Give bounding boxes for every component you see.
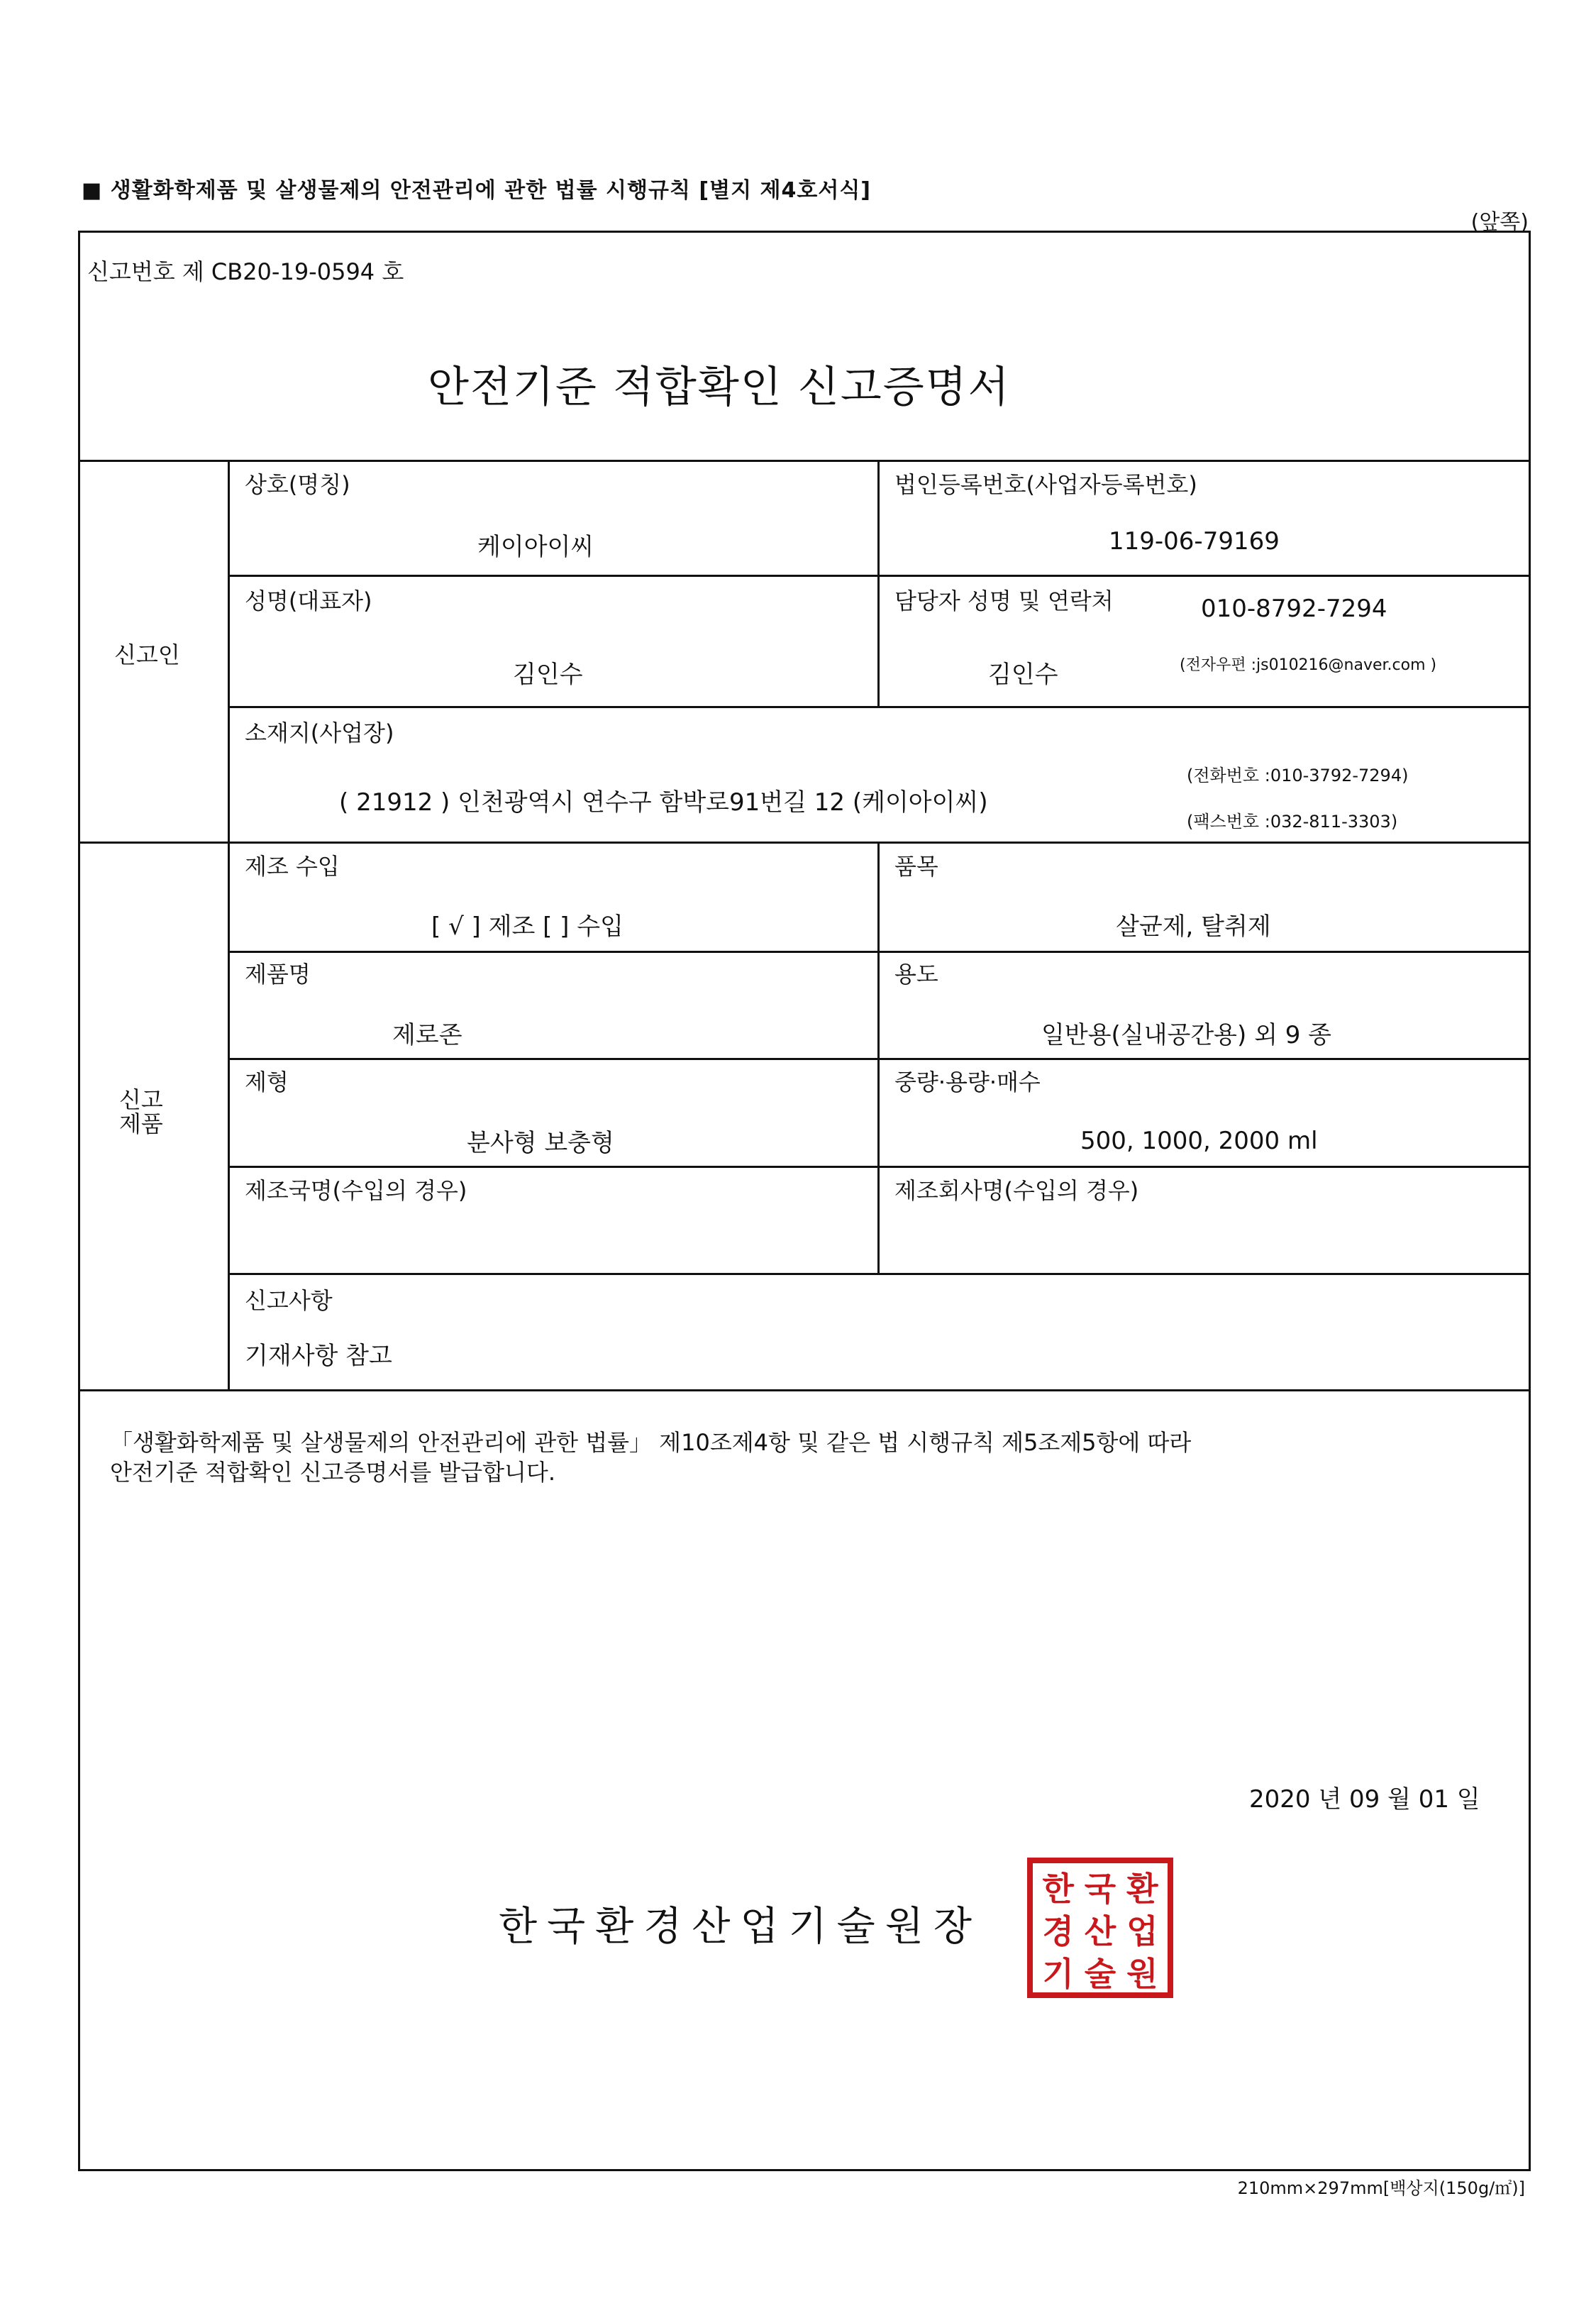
product-section-label: 신고 제품 [119,1086,163,1137]
contact-email: (전자우편 :js010216@naver.com ) [1180,656,1437,674]
form-type-value: 분사형 보충형 [467,1129,614,1157]
company-value: 케이아이씨 [477,533,594,561]
address-value: ( 21912 ) 인천광역시 연수구 함박로91번길 12 (케이아이씨) [339,788,988,817]
statement-line-1: 「생활화학제품 및 살생물제의 안전관리에 관한 법률」 제10조제4항 및 같은 법 시행규칙 제5조제5항에 따라 [110,1429,1192,1456]
statement-line-2: 안전기준 적합확인 신고증명서를 발급합니다. [110,1459,556,1486]
divider-section-col [228,460,230,1389]
declarant-section-label: 신고인 [114,641,180,668]
divider-row7 [228,1273,1529,1275]
fax-note: (팩스번호 :032-811-3303) [1187,812,1398,832]
mfg-import-label: 제조 수입 [245,853,340,880]
divider-mid-col-lower [877,842,880,1273]
document-title: 안전기준 적합확인 신고증명서 [428,363,1011,412]
contact-name: 김인수 [988,661,1058,689]
seal-char: 환 [1126,1870,1158,1908]
address-label: 소재지(사업장) [245,719,394,746]
seal-char: 경 [1042,1912,1074,1951]
notes-value: 기재사항 참고 [245,1342,392,1370]
regulation-header: ■ 생활화학제품 및 살생물제의 안전관리에 관한 법률 시행규칙 [별지 제4호서식] [82,178,872,203]
divider-title-bottom [80,460,1529,462]
report-number: 신고번호 제 CB20-19-0594 호 [87,258,404,285]
representative-value: 김인수 [513,661,583,689]
seal-char: 술 [1084,1955,1116,1993]
issuer-name: 한국환경산업기술원장 [499,1904,982,1950]
usage-value: 일반용(실내공간용) 외 9 종 [1041,1021,1332,1049]
seal-char: 기 [1042,1955,1074,1993]
certificate-form [78,231,1531,2171]
divider-row2 [228,706,1529,708]
notes-label: 신고사항 [245,1287,333,1314]
divider-mid-col-upper [877,460,880,706]
company-label: 상호(명칭) [245,471,350,498]
item-label: 품목 [894,853,938,880]
form-type-label: 제형 [245,1069,289,1096]
country-label: 제조국명(수입의 경우) [245,1177,467,1204]
seal-char: 국 [1084,1870,1116,1908]
divider-product-bottom [80,1389,1529,1391]
official-seal [1027,1858,1173,1998]
front-page-label: (앞쪽) [1470,210,1529,235]
representative-label: 성명(대표자) [245,587,372,614]
item-value: 살균제, 탈취제 [1116,912,1271,941]
seal-char: 한 [1042,1870,1074,1908]
contact-label: 담당자 성명 및 연락처 [894,587,1114,614]
seal-char: 업 [1126,1912,1158,1951]
paper-size-note: 210mm×297mm[백상지(150g/㎡)] [1237,2178,1525,2198]
phone-note: (전화번호 :010-3792-7294) [1187,766,1409,785]
contact-phone: 010-8792-7294 [1201,595,1387,623]
corp-reg-value: 119-06-79169 [1109,527,1280,556]
usage-label: 용도 [894,961,938,988]
maker-label: 제조회사명(수입의 경우) [894,1177,1139,1204]
weight-volume-value: 500, 1000, 2000 ml [1080,1127,1318,1155]
issue-date: 2020 년 09 월 01 일 [1249,1785,1480,1814]
weight-volume-label: 중량·용량·매수 [894,1069,1041,1096]
seal-char: 원 [1126,1955,1158,1993]
mfg-import-value: [ √ ] 제조 [ ] 수입 [431,912,624,941]
seal-char: 산 [1084,1912,1116,1951]
corp-reg-label: 법인등록번호(사업자등록번호) [894,471,1197,498]
product-name-label: 제품명 [245,961,311,988]
product-name-value: 제로존 [392,1021,462,1049]
divider-declarant-bottom [80,842,1529,844]
